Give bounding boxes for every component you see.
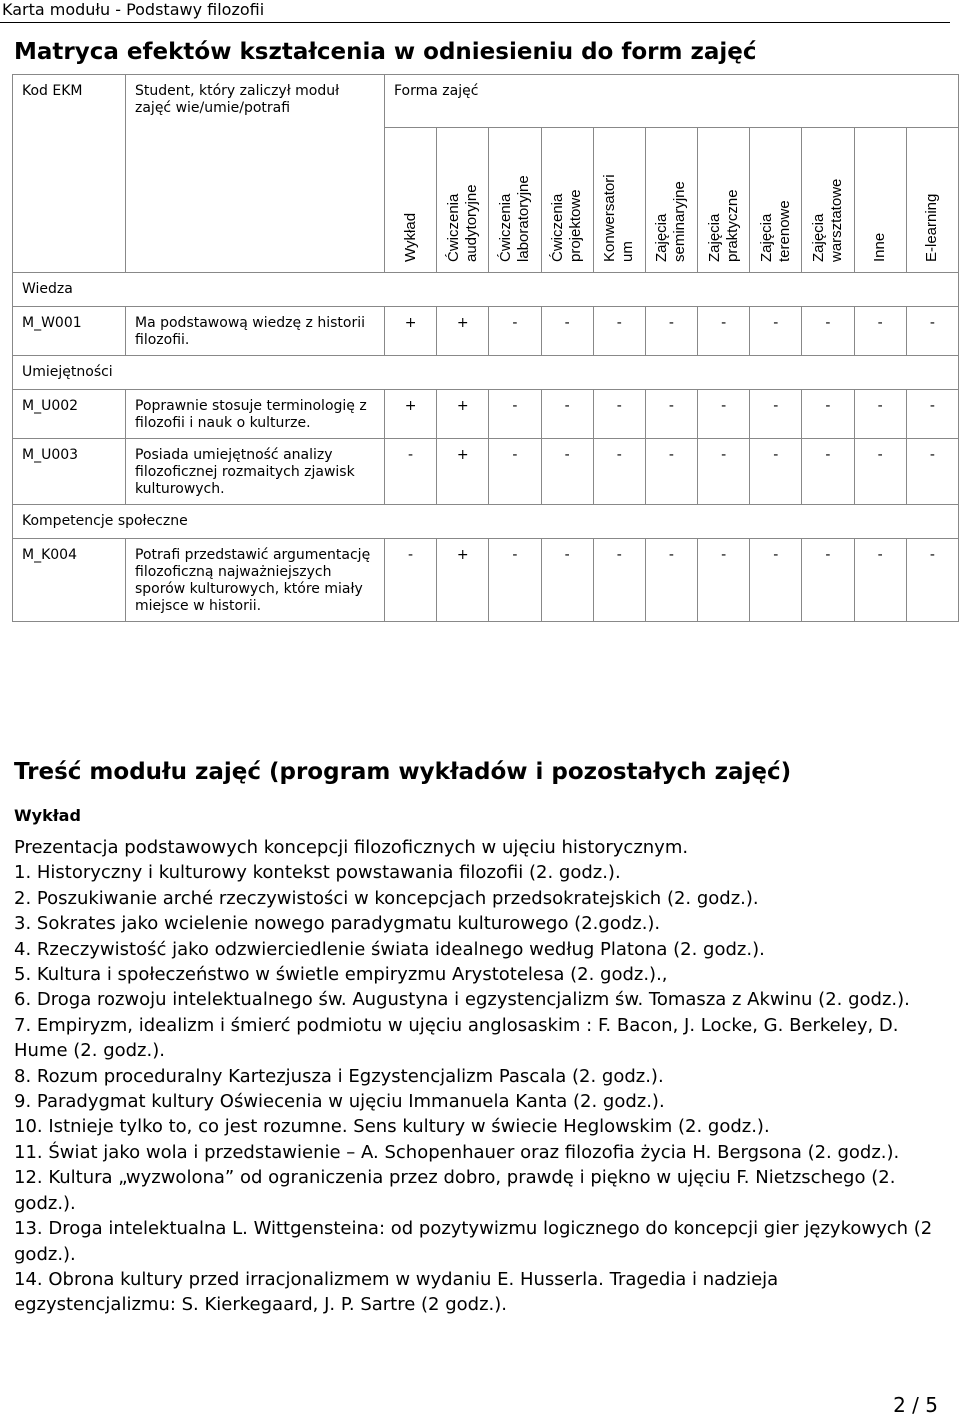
program-item: 10. Istnieje tylko to, co jest rozumne. Sens kultury w świecie Heglowskim (2. godz.).	[14, 1116, 770, 1138]
header-code: Kod EKM	[13, 75, 126, 273]
form-mark: -	[802, 539, 854, 622]
form-mark: -	[698, 390, 750, 439]
form-mark: +	[437, 307, 489, 356]
form-mark: -	[698, 307, 750, 356]
form-mark: -	[802, 390, 854, 439]
category-row	[13, 505, 959, 539]
form-mark: -	[541, 539, 593, 622]
form-label-line: audytoryjne	[462, 184, 480, 262]
form-mark: -	[906, 439, 958, 505]
form-label	[871, 233, 889, 262]
form-mark: -	[802, 307, 854, 356]
form-mark: +	[385, 390, 437, 439]
form-label	[923, 194, 941, 262]
form-mark: -	[593, 539, 645, 622]
effect-description: Poprawnie stosuje terminologię z filozofii i nauk o kulturze.	[126, 390, 385, 439]
category-label: Kompetencje społeczne	[13, 505, 959, 539]
form-label-line: terenowe	[775, 200, 793, 262]
form-label-line: Zajęcia	[705, 213, 723, 262]
program-item: 1. Historyczny i kulturowy kontekst powstawania filozofii (2. godz.).	[14, 862, 621, 884]
program-item: 4. Rzeczywistość jako odzwierciedlenie świata idealnego według Platona (2. godz.).	[14, 938, 765, 960]
form-mark: -	[750, 390, 802, 439]
form-label-line: Zajęcia	[809, 213, 827, 262]
form-label-line: Ćwiczenia	[496, 193, 514, 262]
category-row	[13, 356, 959, 390]
form-mark: -	[698, 539, 750, 622]
form-label-line: um	[619, 241, 637, 262]
form-label-line: Ćwiczenia	[549, 193, 567, 262]
lecture-intro: Prezentacja podstawowych koncepcji filozoficznych w ujęciu historycznym.	[14, 837, 689, 858]
form-mark: -	[854, 307, 906, 356]
effect-code: M_K004	[13, 539, 126, 622]
form-label-line: Zajęcia	[757, 213, 775, 262]
form-mark: -	[385, 539, 437, 622]
program-content	[14, 805, 944, 1318]
form-label	[402, 213, 420, 262]
form-mark: -	[593, 307, 645, 356]
table-row	[13, 539, 959, 622]
form-header-5	[645, 128, 697, 273]
form-label-line: projektowe	[567, 189, 585, 262]
form-label-line: Zajęcia	[653, 213, 671, 262]
form-mark: -	[750, 539, 802, 622]
program-item: 9. Paradygmat kultury Oświecenia w ujęciu Immanuela Kanta (2. godz.).	[14, 1091, 665, 1113]
form-label	[706, 189, 742, 262]
program-item: 5. Kultura i społeczeństwo w świetle empiryzmu Arystotelesa (2. godz.).,	[14, 964, 668, 986]
header-student: Student, który zaliczył moduł zajęć wie/umie/potrafi	[126, 75, 385, 273]
form-mark: -	[541, 390, 593, 439]
form-header-0	[385, 128, 437, 273]
form-mark: -	[802, 439, 854, 505]
effects-matrix-table	[12, 74, 959, 622]
lecture-label: Wykład	[14, 806, 81, 825]
form-header-7	[750, 128, 802, 273]
form-header-9	[854, 128, 906, 273]
form-label	[810, 179, 846, 262]
form-mark: +	[437, 539, 489, 622]
form-label-line: warsztatowe	[827, 178, 845, 262]
running-header: Karta modułu - Podstawy filozofii	[0, 0, 950, 23]
form-header-2	[489, 128, 541, 273]
form-label	[549, 189, 585, 262]
form-label-line: Ćwiczenia	[444, 193, 462, 262]
form-mark: -	[750, 439, 802, 505]
category-label: Umiejętności	[13, 356, 959, 390]
effect-description: Posiada umiejętność analizy filozoficznej rozmaitych zjawisk kulturowych.	[126, 439, 385, 505]
program-item: 3. Sokrates jako wcielenie nowego paradygmatu kulturowego (2.godz.).	[14, 913, 661, 935]
form-mark: -	[645, 307, 697, 356]
effect-code: M_U003	[13, 439, 126, 505]
form-mark: -	[593, 439, 645, 505]
form-mark: -	[645, 539, 697, 622]
form-label-line: praktyczne	[723, 189, 741, 262]
program-item: 2. Poszukiwanie arché rzeczywistości w koncepcjach przedsokratejskich (2. godz.).	[14, 887, 759, 909]
form-label-line: Wykład	[401, 212, 419, 262]
matrix-header-row	[13, 75, 959, 128]
form-label	[601, 174, 637, 262]
form-mark: -	[698, 439, 750, 505]
form-mark: -	[489, 390, 541, 439]
form-mark: +	[437, 439, 489, 505]
program-items	[14, 860, 944, 1317]
form-header-10	[906, 128, 958, 273]
form-label	[497, 175, 533, 262]
form-mark: -	[854, 390, 906, 439]
form-mark: -	[906, 390, 958, 439]
form-mark: -	[541, 307, 593, 356]
form-header-6	[698, 128, 750, 273]
header-forms: Forma zajęć	[385, 75, 959, 128]
form-mark: -	[854, 539, 906, 622]
effect-code: M_W001	[13, 307, 126, 356]
form-header-3	[541, 128, 593, 273]
program-item: 12. Kultura „wyzwolona” od ograniczenia przez dobro, prawdę i piękno w ujęciu F. Nietzschego (2. godz.).	[14, 1167, 896, 1214]
form-mark: -	[541, 439, 593, 505]
form-header-1	[437, 128, 489, 273]
form-label-line: seminaryjne	[671, 181, 689, 262]
program-item: 7. Empiryzm, idealizm i śmierć podmiotu w ujęciu anglosaskim : F. Bacon, J. Locke, G. Berkeley, D. Hume (2. godz.).	[14, 1014, 899, 1062]
program-item: 8. Rozum proceduralny Kartezjusza i Egzystencjalizm Pascala (2. godz.).	[14, 1065, 664, 1087]
effect-description: Potrafi przedstawić argumentację filozoficzną najważniejszych sporów kulturowych, które miały miejsce w historii.	[126, 539, 385, 622]
program-item: 14. Obrona kultury przed irracjonalizmem w wydaniu E. Husserla. Tragedia i nadzieja egzystencjalizmu: S. Kierkegaard, J. P. Sartre (2 godz.).	[14, 1268, 779, 1316]
form-label-line: Inne	[871, 232, 889, 262]
program-title: Treść modułu zajęć (program wykładów i pozostałych zajęć)	[14, 759, 792, 785]
form-mark: -	[489, 539, 541, 622]
table-row	[13, 390, 959, 439]
form-mark: -	[489, 439, 541, 505]
form-mark: -	[906, 539, 958, 622]
form-mark: +	[385, 307, 437, 356]
matrix-title: Matryca efektów kształcenia w odniesieniu do form zajęć	[14, 39, 757, 65]
form-mark: -	[385, 439, 437, 505]
category-label: Wiedza	[13, 273, 959, 307]
category-row	[13, 273, 959, 307]
form-label	[445, 184, 481, 262]
form-header-8	[802, 128, 854, 273]
form-mark: -	[750, 307, 802, 356]
program-item: 13. Droga intelektualna L. Wittgensteina: od pozytywizmu logicznego do koncepcji gier językowych (2 godz.).	[14, 1218, 933, 1265]
form-mark: +	[437, 390, 489, 439]
effect-description: Ma podstawową wiedzę z historii filozofii.	[126, 307, 385, 356]
form-mark: -	[645, 390, 697, 439]
program-item: 11. Świat jako wola i przedstawienie – A. Schopenhauer oraz filozofia życia H. Bergsona (2. godz.).	[14, 1141, 900, 1163]
program-item: 6. Droga rozwoju intelektualnego św. Augustyna i egzystencjalizm św. Tomasza z Akwinu (2. godz.).	[14, 989, 910, 1011]
effect-code: M_U002	[13, 390, 126, 439]
form-label	[653, 181, 689, 262]
matrix-body	[13, 75, 959, 622]
form-mark: -	[854, 439, 906, 505]
form-label-line: laboratoryjne	[514, 175, 532, 262]
form-header-4	[593, 128, 645, 273]
form-label-line: E-learning	[923, 193, 941, 262]
form-mark: -	[645, 439, 697, 505]
form-label	[758, 200, 794, 262]
page-number: 2 / 5	[893, 1393, 938, 1417]
table-row	[13, 439, 959, 505]
form-label-line: Konwersatori	[601, 174, 619, 262]
form-mark: -	[593, 390, 645, 439]
table-row	[13, 307, 959, 356]
form-mark: -	[489, 307, 541, 356]
form-mark: -	[906, 307, 958, 356]
